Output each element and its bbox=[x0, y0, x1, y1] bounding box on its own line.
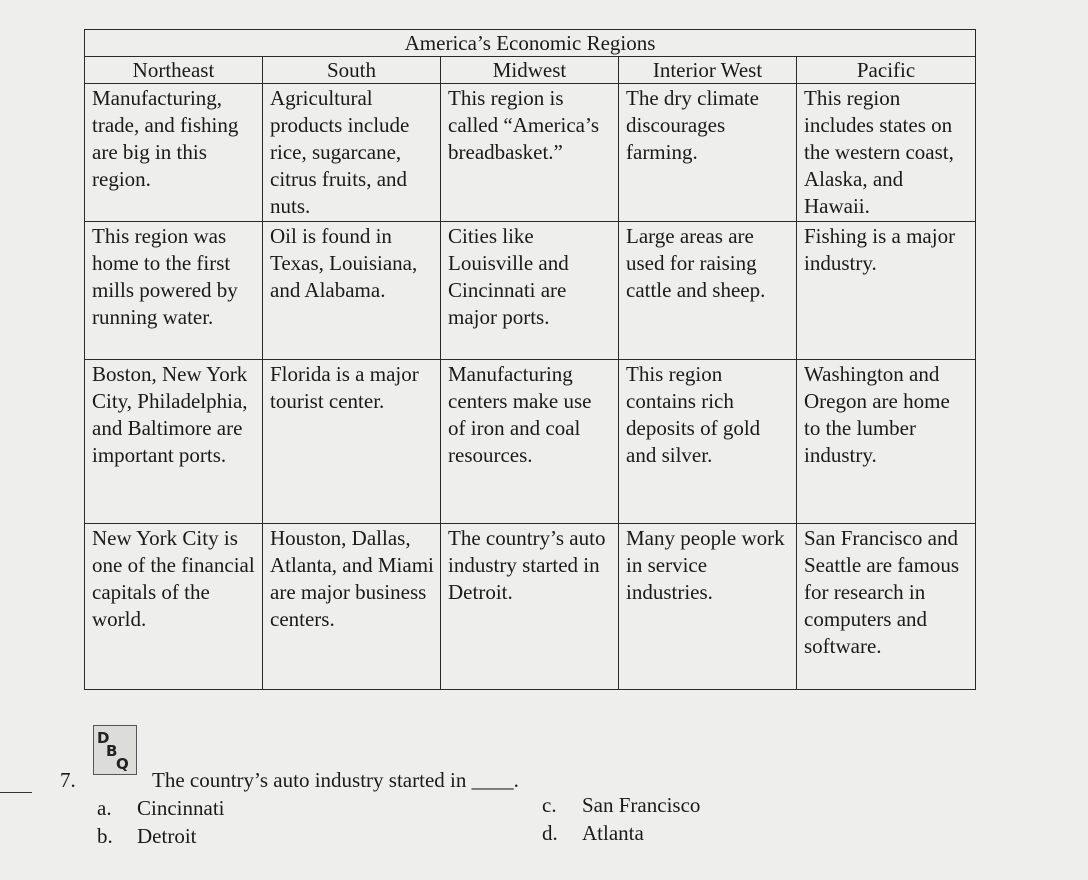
dbq-icon bbox=[93, 725, 137, 775]
option-text: San Francisco bbox=[582, 793, 701, 817]
column-header-northeast: Northeast bbox=[85, 57, 263, 84]
table-cell: Large areas are used for raising cattle and sheep. bbox=[619, 222, 797, 360]
table-cell: This region includes states on the western coast, Alaska, and Hawaii. bbox=[797, 84, 976, 222]
option-letter: d. bbox=[542, 821, 558, 845]
svg-text:Q: Q bbox=[116, 755, 129, 773]
column-header-midwest: Midwest bbox=[441, 57, 619, 84]
table-cell: Cities like Louisville and Cincinnati are major ports. bbox=[441, 222, 619, 360]
table-cell: Houston, Dallas, Atlanta, and Miami are major business centers. bbox=[263, 524, 441, 690]
table-cell: Many people work in service industries. bbox=[619, 524, 797, 690]
table-cell: New York City is one of the financial capitals of the world. bbox=[85, 524, 263, 690]
question-number: 7. bbox=[60, 768, 76, 792]
table-cell: Washington and Oregon are home to the lumber industry. bbox=[797, 360, 976, 524]
question-text: The country’s auto industry started in ____. bbox=[152, 768, 519, 792]
table-row bbox=[85, 360, 976, 524]
option-text: Detroit bbox=[137, 824, 197, 848]
economic-regions-table bbox=[84, 29, 976, 690]
table-row bbox=[85, 84, 976, 222]
answer-blank-line[interactable] bbox=[0, 792, 32, 793]
table-cell: The dry climate discourages farming. bbox=[619, 84, 797, 222]
question-7 bbox=[0, 722, 1088, 880]
table-cell: San Francisco and Seattle are famous for research in computers and software. bbox=[797, 524, 976, 690]
table-cell: Fishing is a major industry. bbox=[797, 222, 976, 360]
table-cell: This region contains rich deposits of gold and silver. bbox=[619, 360, 797, 524]
option-text: Atlanta bbox=[582, 821, 644, 845]
column-header-south: South bbox=[263, 57, 441, 84]
table-cell: Manufacturing, trade, and fishing are big in this region. bbox=[85, 84, 263, 222]
table-cell: Florida is a major tourist center. bbox=[263, 360, 441, 524]
table-cell: Manufacturing centers make use of iron and coal resources. bbox=[441, 360, 619, 524]
table-row bbox=[85, 222, 976, 360]
table-cell: Boston, New York City, Philadelphia, and Baltimore are important ports. bbox=[85, 360, 263, 524]
option-letter: b. bbox=[97, 824, 113, 848]
table-row bbox=[85, 524, 976, 690]
table-title: America’s Economic Regions bbox=[85, 30, 976, 57]
svg-text:D: D bbox=[97, 729, 110, 747]
table-cell: Agricultural products include rice, sugarcane, citrus fruits, and nuts. bbox=[263, 84, 441, 222]
table-cell: This region is called “America’s breadbasket.” bbox=[441, 84, 619, 222]
column-header-pacific: Pacific bbox=[797, 57, 976, 84]
table-cell: Oil is found in Texas, Louisiana, and Alabama. bbox=[263, 222, 441, 360]
option-letter: a. bbox=[97, 796, 112, 820]
option-text: Cincinnati bbox=[137, 796, 225, 820]
option-letter: c. bbox=[542, 793, 557, 817]
column-header-interior-west: Interior West bbox=[619, 57, 797, 84]
table-cell: This region was home to the first mills powered by running water. bbox=[85, 222, 263, 360]
table-cell: The country’s auto industry started in Detroit. bbox=[441, 524, 619, 690]
svg-text:B: B bbox=[106, 742, 118, 760]
